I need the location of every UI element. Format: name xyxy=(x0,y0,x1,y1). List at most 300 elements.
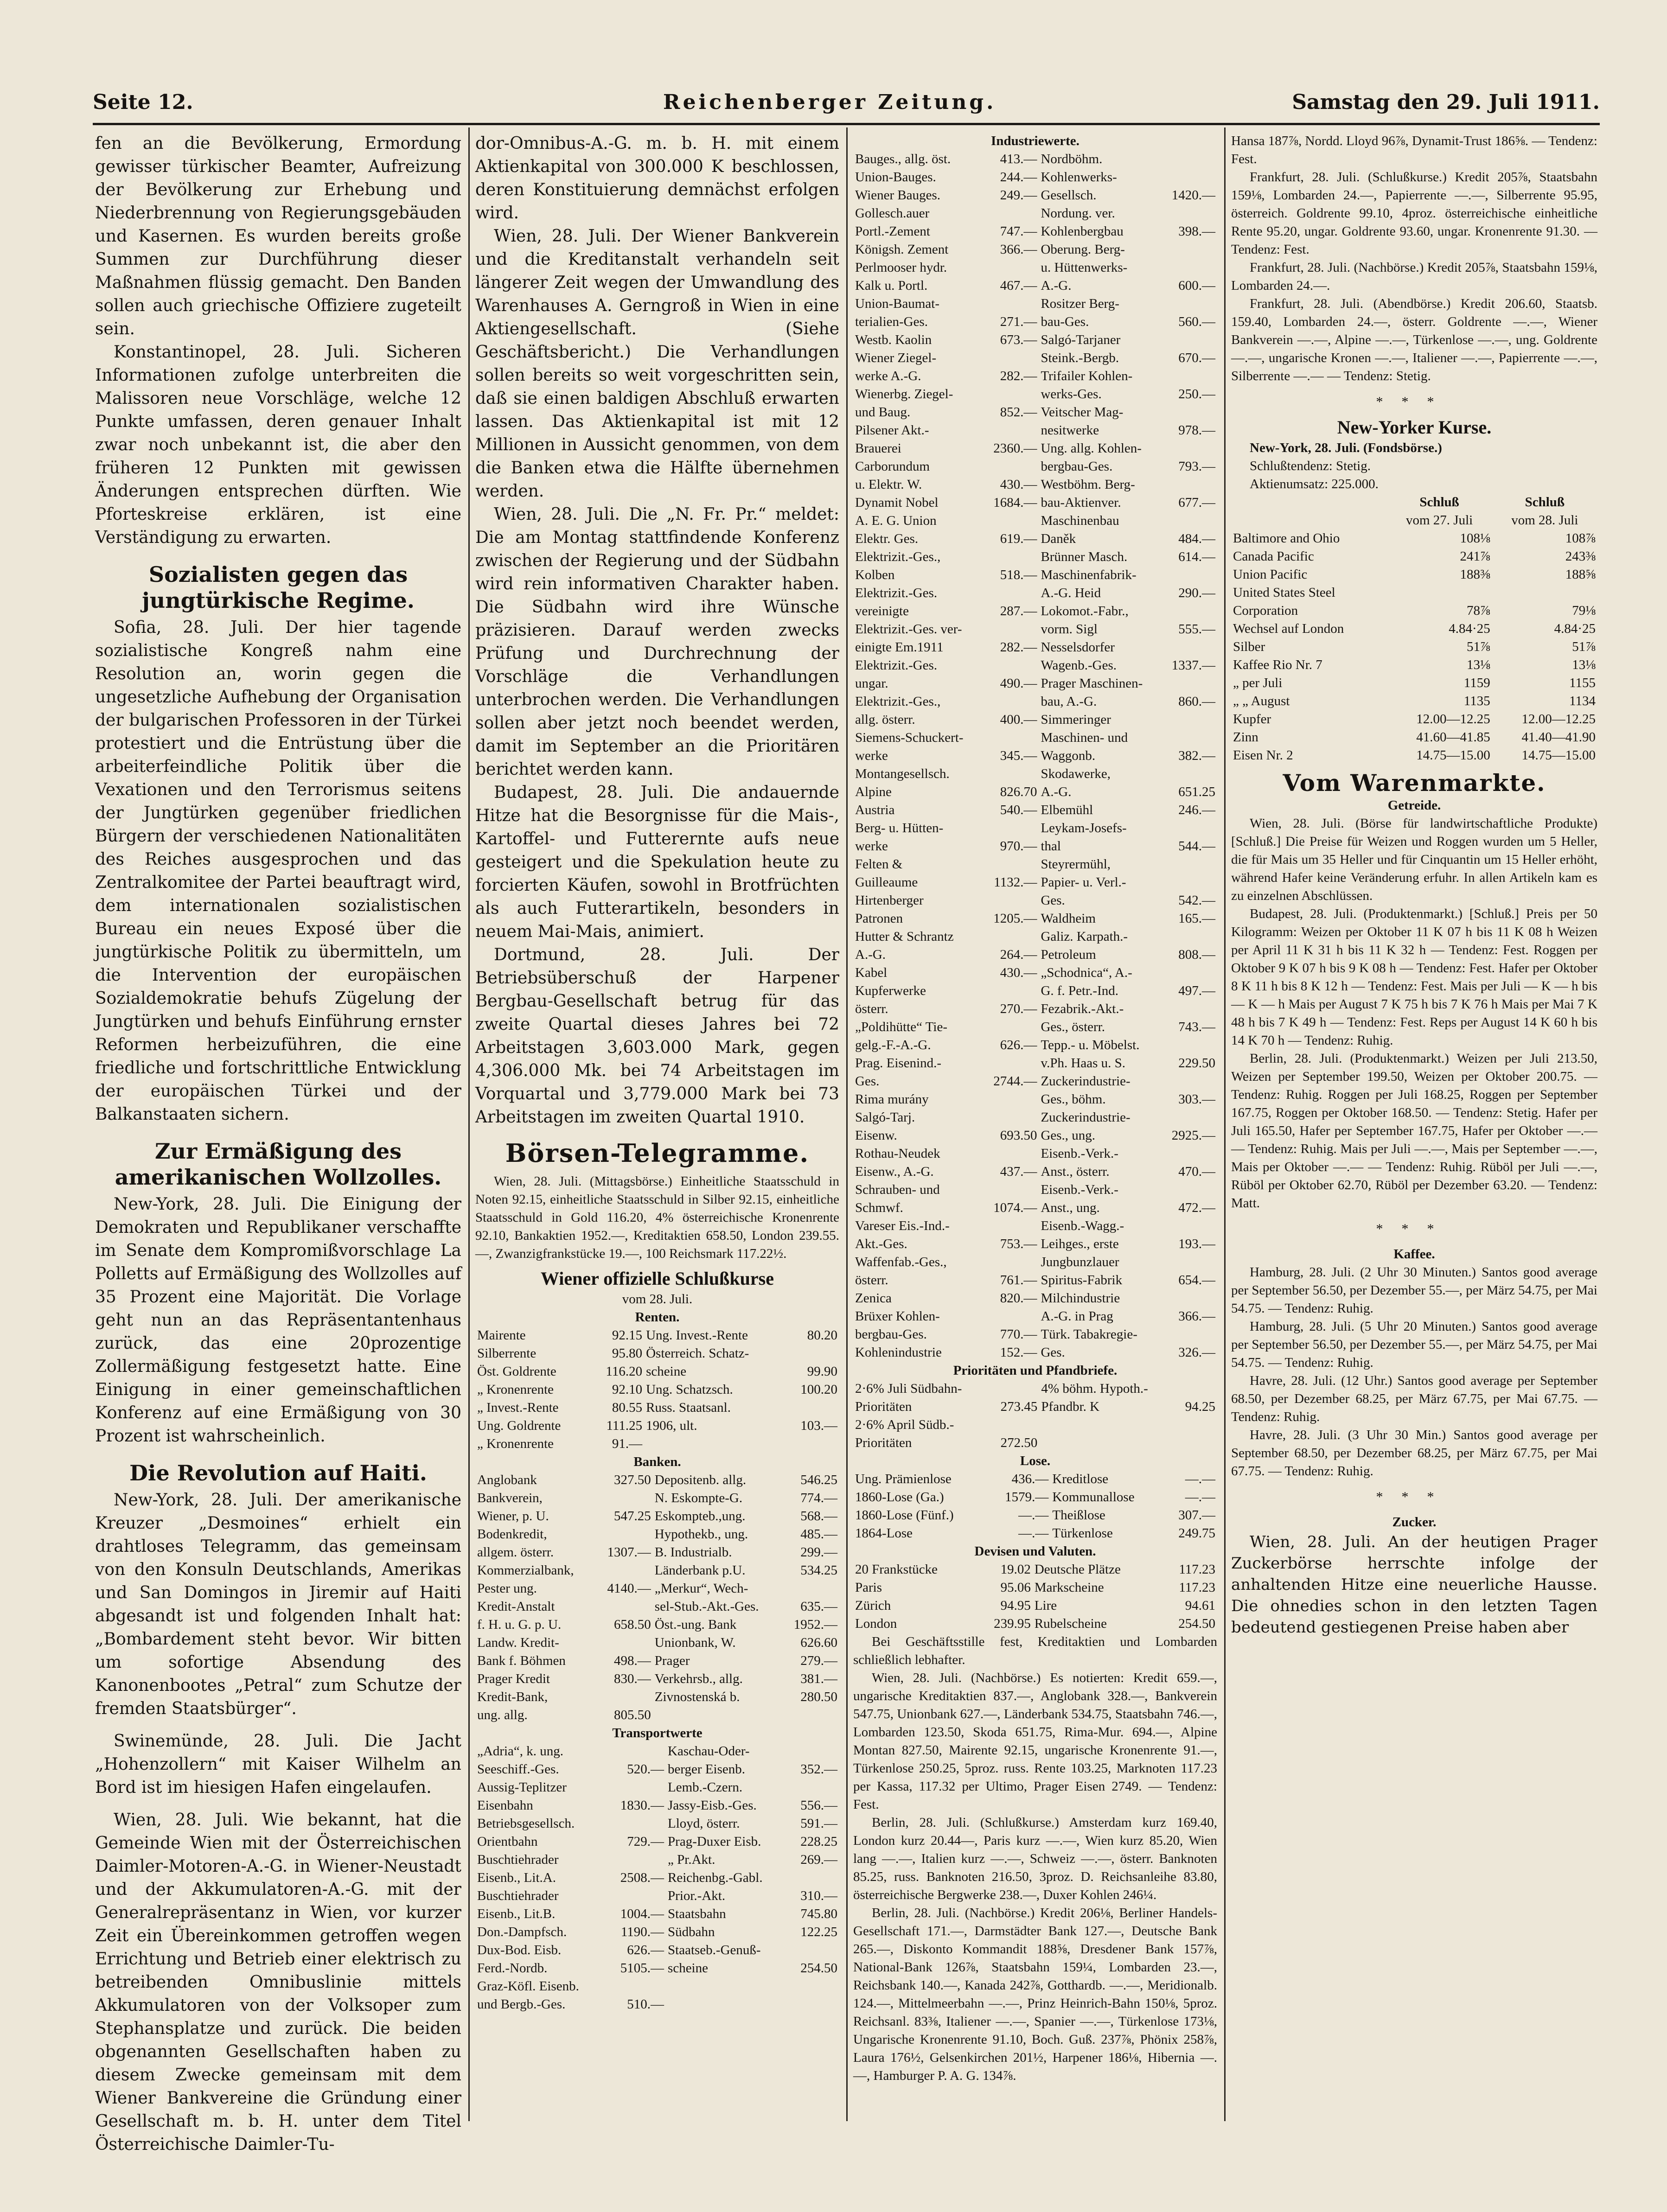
price-cell xyxy=(1162,1109,1217,1127)
security-name: Ferd.-Nordb. xyxy=(477,1961,548,1976)
column-divider xyxy=(846,127,848,2121)
table-caption: Zucker. xyxy=(1392,1515,1437,1530)
table-row xyxy=(853,638,1217,657)
price-cell: 761.— xyxy=(1000,1273,1037,1288)
price-cell xyxy=(1162,675,1217,693)
price-cell xyxy=(1162,602,1217,620)
security-name: Buschtiehrader xyxy=(477,1852,559,1867)
price-cell xyxy=(984,620,1039,638)
security-name: Ges., ung. xyxy=(1041,1128,1096,1143)
price-cell: 108⅛ xyxy=(1460,531,1490,546)
security-name: Prioritäten xyxy=(855,1399,912,1414)
column-3 xyxy=(853,132,1217,2121)
security-name: Wagenb.-Ges. xyxy=(1041,658,1117,673)
price-cell xyxy=(984,1109,1039,1127)
security-name: Simmeringer xyxy=(1041,712,1111,727)
ny-quote-table xyxy=(1231,493,1597,765)
security-name: Ges. xyxy=(855,1074,880,1089)
quote-table xyxy=(853,1470,1217,1543)
price-cell xyxy=(786,1435,839,1453)
price-cell: —.— xyxy=(1018,1508,1049,1523)
table-row xyxy=(853,566,1217,584)
security-name: Prior.-Akt. xyxy=(668,1888,726,1903)
price-cell: 95.80 xyxy=(612,1346,643,1361)
price-cell: 303.— xyxy=(1178,1092,1215,1107)
table-row xyxy=(853,1127,1217,1145)
price-cell xyxy=(1162,295,1217,313)
security-name: Bodenkredit, xyxy=(477,1527,547,1542)
price-cell: 14.75—15.00 xyxy=(1521,748,1596,763)
table-row xyxy=(853,928,1217,946)
security-name xyxy=(1039,1416,1175,1434)
report-text: Wien, 28. Juli. (Nachbörse.) Es notierten: Kredit 659.—, ungarische Kreditaktien 837.—, Anglobank 328.—, Bankverein 547.75, Unionbank 627.—, Länderbank 534.75, Staatsbahn 746.—, Lombarden 123.50, Skoda 651.75, Rima-Mur. 694.—, Alpine Montan 827.50, Mairente 92.15, ungarische Kronenrente 91.—, Türkenlose 250.25, 5proz. russ. Rente 103.25, Marknoten 117.23 per Kassa, 117.32 per Ultimo, Prager Eisen 2749. — Tendenz: Fest. xyxy=(853,1670,1217,1812)
price-cell: 1579.— xyxy=(1005,1490,1049,1504)
security-name: Türk. Tabakregie- xyxy=(1041,1327,1137,1342)
price-cell xyxy=(984,1307,1039,1326)
price-cell: 122.25 xyxy=(800,1925,837,1939)
table-row xyxy=(1231,566,1597,584)
price-cell: 1952.— xyxy=(793,1617,837,1632)
report-text: New-York, 28. Juli. (Fondsbörse.) xyxy=(1250,440,1442,455)
security-name: sel-Stub.-Akt.-Ges. xyxy=(654,1599,759,1614)
price-cell: 152.— xyxy=(1000,1345,1037,1360)
security-name: Portl.-Zement xyxy=(855,224,930,239)
table-row xyxy=(853,385,1217,403)
security-name: Jungbunzlauer xyxy=(1041,1255,1119,1269)
table-row xyxy=(853,277,1217,295)
security-name: thal xyxy=(1041,839,1061,854)
table-row xyxy=(853,241,1217,259)
article-text: Wien, 28. Juli. An der heutigen Prager Zuckerbörse herrschte infolge der anhaltenden Hitze eine neuerliche Hausse. Die ohnedies schon in den letzten Tagen bedeutend gestiegenen Preise haben aber xyxy=(1231,1533,1597,1637)
price-cell xyxy=(596,1562,653,1580)
price-cell: 13⅛ xyxy=(1466,657,1490,672)
table-row xyxy=(475,1923,839,1941)
table-header: vom 27. Juli xyxy=(1405,513,1473,528)
table-row xyxy=(475,1598,839,1616)
price-cell: 92.15 xyxy=(612,1328,643,1343)
price-cell: 270.— xyxy=(1000,1001,1037,1016)
price-cell: 1135 xyxy=(1463,694,1490,708)
security-name: Kabel xyxy=(855,965,888,980)
security-name: Pfandbr. K xyxy=(1041,1399,1100,1414)
price-cell xyxy=(1162,964,1217,982)
price-cell xyxy=(1162,259,1217,277)
security-name: Wiener, p. U. xyxy=(477,1509,549,1524)
security-name: Steyrermühl, xyxy=(1041,857,1111,872)
price-cell: 282.— xyxy=(1000,369,1037,383)
table-row xyxy=(1231,710,1597,728)
table-row xyxy=(1231,584,1597,602)
price-cell xyxy=(1162,1000,1217,1018)
security-name: Brauerei xyxy=(855,441,901,456)
table-row xyxy=(475,1995,839,2014)
price-cell xyxy=(1162,1145,1217,1163)
price-cell: 80.55 xyxy=(612,1400,643,1415)
table-header: vom 28. Juli xyxy=(1511,513,1578,528)
security-name: Fezabrik.-Akt.- xyxy=(1041,1001,1124,1016)
security-name: Eisenb.-Verk.- xyxy=(1041,1146,1118,1161)
price-cell: 510.— xyxy=(627,1997,664,2012)
security-name: Eisenb.-Verk.- xyxy=(1041,1182,1118,1197)
table-row xyxy=(1231,529,1597,548)
security-name: Ges. xyxy=(1041,1345,1065,1360)
report-text: Havre, 28. Juli. (12 Uhr.) Santos good average per September 68.50, per Dezember 68.25, per März 67.75, per Mai 67.75. — Tendenz: Ruhig. xyxy=(1231,1373,1597,1424)
security-name: Perlmooser hydr. xyxy=(855,260,947,275)
table-row xyxy=(853,1615,1217,1633)
security-name: 1906, ult. xyxy=(646,1418,697,1433)
price-cell xyxy=(1162,1217,1217,1235)
table-row xyxy=(853,946,1217,964)
price-cell xyxy=(786,1399,839,1417)
security-name: Maschinenfabrik- xyxy=(1041,567,1137,582)
price-cell xyxy=(1175,1416,1217,1434)
security-name: Dux-Bod. Eisb. xyxy=(477,1943,562,1957)
price-cell: 978.— xyxy=(1178,423,1215,438)
security-name: A.-G. xyxy=(855,947,886,962)
table-row xyxy=(475,1851,839,1869)
security-name: Papier- u. Verl.- xyxy=(1041,875,1126,890)
column-2 xyxy=(475,132,839,2121)
security-name: Eisenb., Lit.A. xyxy=(477,1870,556,1885)
security-name: Trifailer Kohlen- xyxy=(1041,369,1133,383)
security-name: ung. allg. xyxy=(477,1708,528,1722)
security-name: Elektrizit.-Ges., xyxy=(855,694,941,709)
security-name: Kupfer xyxy=(1233,712,1271,727)
article-text: Budapest, 28. Juli. Die andauernde Hitze hat die Besorgnisse für die Mais-, Kartoffel- und Futterernte aufs neue gesteigert und die Spekulation heute zu forcierten Käufen, sowohl in Brotfrüchten als auch Futterartikeln, besonders in neuem Mai-Mais, animiert. xyxy=(475,783,839,941)
price-cell: 2508.— xyxy=(620,1870,664,1885)
price-cell xyxy=(1162,367,1217,385)
price-cell: 753.— xyxy=(1000,1237,1037,1251)
article-text: Konstantinopel, 28. Juli. Sicheren Informationen zufolge unterbreiten die Malissoren neue Vorschläge, welche 12 Punkte umfassen, deren genauer Inhalt zwar noch unbekannt ist, die aber den früheren 12 Punkten mit gewissen Änderungen entsprechen dürften. Wie Pforteskreise erklären, ist eine Verständigung zu erwarten. xyxy=(95,343,461,547)
table-row xyxy=(853,729,1217,747)
security-name: Brünner Masch. xyxy=(1041,549,1128,564)
price-cell xyxy=(1162,331,1217,349)
security-name: bau-Ges. xyxy=(1041,314,1089,329)
section-subtitle: Wiener offizielle Schlußkurse xyxy=(541,1268,774,1289)
price-cell: 108⅞ xyxy=(1565,531,1596,546)
price-cell xyxy=(1162,566,1217,584)
table-row xyxy=(853,1470,1217,1488)
security-name: Wechsel auf London xyxy=(1233,621,1344,636)
price-cell: 626.— xyxy=(1000,1038,1037,1052)
table-row xyxy=(853,476,1217,494)
table-row xyxy=(853,783,1217,801)
table-row xyxy=(853,259,1217,277)
security-name: „ Pr.Akt. xyxy=(668,1852,715,1867)
security-name: Deutsche Plätze xyxy=(1034,1562,1121,1577)
price-cell: 381.— xyxy=(800,1671,837,1686)
security-name: Lemb.-Czern. xyxy=(668,1780,743,1795)
price-cell: 273.45 xyxy=(1000,1399,1038,1414)
price-cell: 673.— xyxy=(1000,332,1037,347)
security-name: nesitwerke xyxy=(1041,423,1099,438)
security-name: Ung. Prämienlose xyxy=(855,1472,952,1486)
price-cell xyxy=(782,1580,839,1598)
security-name: Baltimore and Ohio xyxy=(1233,531,1340,546)
security-name: Ung. allg. Kohlen- xyxy=(1041,441,1142,456)
security-name: Skodawerke, xyxy=(1041,766,1111,781)
price-cell: 568.— xyxy=(800,1509,837,1524)
table-row xyxy=(853,1488,1217,1506)
price-cell: 430.— xyxy=(1000,477,1037,492)
price-cell xyxy=(789,1742,839,1760)
price-cell: 307.— xyxy=(1178,1508,1215,1523)
price-cell xyxy=(984,512,1039,530)
price-cell: 41.60—41.85 xyxy=(1416,730,1490,745)
price-cell: 619.— xyxy=(1000,531,1037,546)
article-text: dor-Omnibus-A.-G. m. b. H. mit einem Aktienkapital von 300.000 K beschlossen, deren Konstituierung demnächst erfolgen wird. xyxy=(475,134,839,223)
section-subtitle: New-Yorker Kurse. xyxy=(1337,417,1492,438)
security-name: werke A.-G. xyxy=(855,369,921,383)
security-name: Ges., böhm. xyxy=(1041,1092,1106,1107)
quote-table xyxy=(853,1380,1217,1452)
security-name: Tepp.- u. Möbelst. xyxy=(1041,1038,1140,1052)
price-cell: 4.84·25 xyxy=(1449,621,1490,636)
security-name: Westböhm. Berg- xyxy=(1041,477,1135,492)
page-header xyxy=(93,86,1600,123)
price-cell xyxy=(1162,1036,1217,1054)
table-row xyxy=(853,1253,1217,1271)
price-cell xyxy=(984,349,1039,367)
price-cell xyxy=(1162,440,1217,458)
security-name: N. Eskompte-G. xyxy=(654,1491,743,1505)
price-cell: 5105.— xyxy=(620,1961,664,1976)
table-caption: Kaffee. xyxy=(1393,1247,1435,1262)
security-name: Union Pacific xyxy=(1233,567,1308,582)
table-row xyxy=(853,1579,1217,1597)
security-name: Türkenlose xyxy=(1052,1526,1113,1541)
price-cell: 290.— xyxy=(1178,586,1215,600)
price-cell xyxy=(1162,855,1217,873)
report-text: Frankfurt, 28. Juli. (Schlußkurse.) Kredit 205⅞, Staatsbahn 159⅛, Lombarden 24.—, Papierrente —.—, Silberrente 95.95, österreich. Goldrente 99.10, 4proz. österreichische einheitliche Rente 95.20, ungar. Goldrente 93.60, ungar. Kronenrente 91.30. — Tendenz: Fest. xyxy=(1231,170,1597,257)
security-name: Prag. Eisenind.- xyxy=(855,1056,942,1071)
security-name: Schmwf. xyxy=(855,1200,903,1215)
price-cell xyxy=(984,928,1039,946)
price-cell: 413.— xyxy=(1000,152,1037,166)
price-cell: 1155 xyxy=(1569,676,1596,690)
price-cell xyxy=(984,982,1039,1000)
price-cell: 437.— xyxy=(1000,1164,1037,1179)
price-cell: 490.— xyxy=(1000,676,1037,691)
table-row xyxy=(475,1887,839,1905)
price-cell: 852.— xyxy=(1000,405,1037,420)
price-cell: 1159 xyxy=(1463,676,1490,690)
table-row xyxy=(853,1145,1217,1163)
table-row xyxy=(853,855,1217,873)
price-cell: 13⅛ xyxy=(1572,657,1596,672)
price-cell xyxy=(607,1815,666,1833)
table-row xyxy=(853,512,1217,530)
security-name xyxy=(666,1977,789,1995)
table-row xyxy=(475,1652,839,1670)
price-cell: 430.— xyxy=(1000,965,1037,980)
price-cell: 658.50 xyxy=(614,1617,651,1632)
security-name: Prag-Duxer Eisb. xyxy=(668,1834,761,1849)
security-name: Zuckerindustrie- xyxy=(1041,1074,1130,1089)
table-row xyxy=(475,1381,839,1399)
report-text: Aktienumsatz: 225.000. xyxy=(1250,477,1379,491)
security-name: Petroleum xyxy=(1041,947,1096,962)
price-cell xyxy=(607,1742,666,1760)
security-name: Daněk xyxy=(1041,531,1076,546)
security-name: Maschinen- und xyxy=(1041,730,1128,745)
price-cell: 626.60 xyxy=(800,1635,837,1650)
security-name: werks-Ges. xyxy=(1041,387,1102,402)
table-row xyxy=(1231,746,1597,765)
security-name: bergbau-Ges. xyxy=(855,1327,927,1342)
table-row xyxy=(853,1036,1217,1054)
security-name: Elektrizit.-Ges. xyxy=(855,586,938,600)
price-cell xyxy=(1162,512,1217,530)
price-cell: 745.80 xyxy=(800,1906,837,1921)
table-row xyxy=(853,1434,1217,1452)
price-cell: 1684.— xyxy=(993,495,1037,510)
price-cell: 188⅝ xyxy=(1565,567,1596,582)
security-name: Kommerzialbank, xyxy=(477,1563,574,1578)
column-divider xyxy=(1224,127,1226,2121)
security-name xyxy=(644,1435,786,1453)
table-row xyxy=(853,765,1217,783)
price-cell: 243⅜ xyxy=(1565,549,1596,564)
security-name: Waffenfab.-Ges., xyxy=(855,1255,947,1269)
price-cell xyxy=(789,1977,839,1995)
price-cell: 280.50 xyxy=(800,1689,837,1704)
price-cell xyxy=(1162,729,1217,747)
price-cell: 1307.— xyxy=(607,1545,651,1560)
price-cell: 12.00—12.25 xyxy=(1521,712,1596,727)
security-name: Anglobank xyxy=(477,1473,537,1487)
article-text: Wien, 28. Juli. Der Wiener Bankverein und die Kreditanstalt verhandeln seit längerer Zeit wegen der Umwandlung des Warenhauses A. Gerngroß in Wien in eine Aktiengesellschaft. (Siehe Geschäftsbericht.) Die Verhandlungen sollen bereits so weit vorgeschritten sein, daß sie einen baldigen Abschluß erwarten lassen. Das Aktienkapital ist mit 12 Millionen in Aussicht genommen, von dem die Banken etwa die Hälfte übernehmen werden. xyxy=(475,227,839,501)
security-name: A.-G. Heid xyxy=(1041,586,1101,600)
price-cell: 12.00—12.25 xyxy=(1416,712,1490,727)
price-cell: 4.84·25 xyxy=(1554,621,1596,636)
price-cell xyxy=(1162,403,1217,421)
security-name: Wienerbg. Ziegel- xyxy=(855,387,953,402)
price-cell: 228.25 xyxy=(800,1834,837,1849)
table-row xyxy=(475,1779,839,1797)
price-cell xyxy=(1162,873,1217,892)
price-cell: 860.— xyxy=(1178,694,1215,709)
security-name: Patronen xyxy=(855,911,903,926)
security-name: Nesselsdorfer xyxy=(1041,640,1115,655)
security-name: Montangesellsch. xyxy=(855,766,950,781)
price-cell xyxy=(989,1380,1039,1398)
column-4 xyxy=(1231,132,1597,2121)
security-name: terialien-Ges. xyxy=(855,314,928,329)
security-name: London xyxy=(855,1616,897,1631)
price-cell: 80.20 xyxy=(807,1328,837,1343)
price-cell xyxy=(607,1851,666,1869)
price-cell: 540.— xyxy=(1000,803,1037,817)
security-name: Wiener Bauges. xyxy=(855,188,941,203)
security-name: Eisen Nr. 2 xyxy=(1233,748,1293,763)
price-cell: 544.— xyxy=(1178,839,1215,854)
column-1 xyxy=(95,132,461,2154)
price-cell xyxy=(989,1416,1039,1434)
price-cell xyxy=(984,385,1039,403)
security-name: u. Elektr. W. xyxy=(855,477,922,492)
price-cell xyxy=(596,1489,653,1507)
table-row xyxy=(853,837,1217,855)
price-cell: 117.23 xyxy=(1179,1562,1215,1577)
security-name: Paris xyxy=(855,1580,882,1595)
security-name: allg. österr. xyxy=(855,712,915,727)
security-name: f. H. u. G. p. U. xyxy=(477,1617,562,1632)
table-row xyxy=(853,1506,1217,1524)
security-name: Zinn xyxy=(1233,730,1258,745)
security-name: Wiener Ziegel- xyxy=(855,351,937,365)
security-name: Kalk u. Portl. xyxy=(855,278,928,293)
security-name: 1860-Lose (Fünf.) xyxy=(855,1508,954,1523)
security-name: Union-Bauges. xyxy=(855,170,936,185)
table-caption: Banken. xyxy=(633,1454,681,1469)
table-row xyxy=(853,1072,1217,1090)
page-number: Seite 12. xyxy=(93,90,193,114)
security-name: Felten & xyxy=(855,857,903,872)
quote-table xyxy=(853,1561,1217,1633)
table-row xyxy=(853,873,1217,892)
table-caption: Prioritäten und Pfandbriefe. xyxy=(953,1363,1118,1378)
security-name: bau-Aktienver. xyxy=(1041,495,1121,510)
security-name: Kaschau-Oder- xyxy=(668,1744,750,1759)
article-text: New-York, 28. Juli. Die Einigung der Demokraten und Republikaner verschaffte im Senate dem Kompromißvorschlage La Polletts auf Ermäßigung des Wollzolles auf 35 Prozent eine Majorität. Die Vorlage geht nun an das Repräsentantenhaus zurück, das eine 20prozentige Zollermäßigung festgesetzt hatte. Eine Einigung in einer gemeinschaftlichen Konferenz auf eine Ermäßigung von 30 Prozent ist wahrscheinlich. xyxy=(95,1195,461,1446)
table-row xyxy=(475,1833,839,1851)
table-row xyxy=(853,675,1217,693)
price-cell: 92.10 xyxy=(612,1382,643,1397)
security-name: A.-G. in Prag xyxy=(1041,1309,1113,1324)
table-row xyxy=(853,331,1217,349)
price-cell xyxy=(1162,204,1217,223)
price-cell: 111.25 xyxy=(606,1418,643,1433)
price-cell: 51⅞ xyxy=(1466,639,1490,654)
table-row xyxy=(475,1634,839,1652)
price-cell: 1074.— xyxy=(993,1200,1037,1215)
price-cell: 729.— xyxy=(627,1834,664,1849)
price-cell: 497.— xyxy=(1178,983,1215,998)
table-row xyxy=(853,964,1217,982)
security-name: „Adria“, k. ung. xyxy=(477,1744,564,1759)
security-name: „ „ August xyxy=(1233,694,1290,708)
separator-stars: *** xyxy=(1376,1489,1453,1504)
price-cell: 269.— xyxy=(800,1852,837,1867)
table-row xyxy=(475,1869,839,1887)
security-name: Akt.-Ges. xyxy=(855,1237,907,1251)
table-row xyxy=(475,1797,839,1815)
report-text: Budapest, 28. Juli. (Produktenmarkt.) [Schluß.] Preis per 50 Kilogramm: Weizen per Oktober 11 K 07 h bis 11 K 08 h Weizen per April 11 K 31 h bis 11 K 32 h — Tendenz: Fest. Roggen per Oktober 9 K 07 h bis 9 K 08 h — Tendenz: Fest. Hafer per Oktober 8 K 11 h bis 8 K 12 h — Tendenz: Fest. Mais per Juli — K — h bis — K — h Mais per August 7 K 75 h bis 7 K 76 h Mais per Mai 7 K 48 h bis 7 K 49 h — Tendenz: Fest. Reps per August 14 K 60 h bis 14 K 70 h — Tendenz: Ruhig. xyxy=(1231,906,1597,1048)
price-cell xyxy=(1162,1253,1217,1271)
table-row xyxy=(1231,602,1597,620)
price-cell: 99.90 xyxy=(807,1364,837,1379)
newspaper-title: Reichenberger Zeitung. xyxy=(663,90,996,114)
price-cell xyxy=(789,1779,839,1797)
security-name: Prager xyxy=(654,1653,690,1668)
security-name: allgem. österr. xyxy=(477,1545,554,1560)
table-row xyxy=(853,1597,1217,1615)
table-row xyxy=(853,801,1217,819)
price-cell: 78⅞ xyxy=(1466,603,1490,618)
report-text: Wien, 28. Juli. (Mittagsbörse.) Einheitliche Staatsschuld in Noten 92.15, einheitliche Staatsschuld in Silber 92.15, einheitliche Staatsschuld in Gold 116.20, 4% österreichische Kronenrente 92.10, Bankaktien 1952.—, Kreditaktien 658.50, London 239.55.—, Zwanzigfrankstücke 19.—, 100 Reichsmark 117.22½. xyxy=(475,1174,839,1261)
price-cell: 244.— xyxy=(1000,170,1037,185)
security-name: Südbahn xyxy=(668,1925,715,1939)
security-name: Silber xyxy=(1233,639,1265,654)
price-cell: 693.50 xyxy=(1000,1128,1037,1143)
security-name: österr. xyxy=(855,1273,888,1288)
security-name: berger Eisenb. xyxy=(668,1762,745,1777)
price-cell: 100.20 xyxy=(800,1382,837,1397)
price-cell xyxy=(984,657,1039,675)
report-text: Havre, 28. Juli. (3 Uhr 30 Min.) Santos good average per September 68.50, per Dezember 68.25, per März 67.75, per Mai 67.75. — Tendenz: Ruhig. xyxy=(1231,1428,1597,1479)
price-cell: 249.75 xyxy=(1178,1526,1215,1541)
